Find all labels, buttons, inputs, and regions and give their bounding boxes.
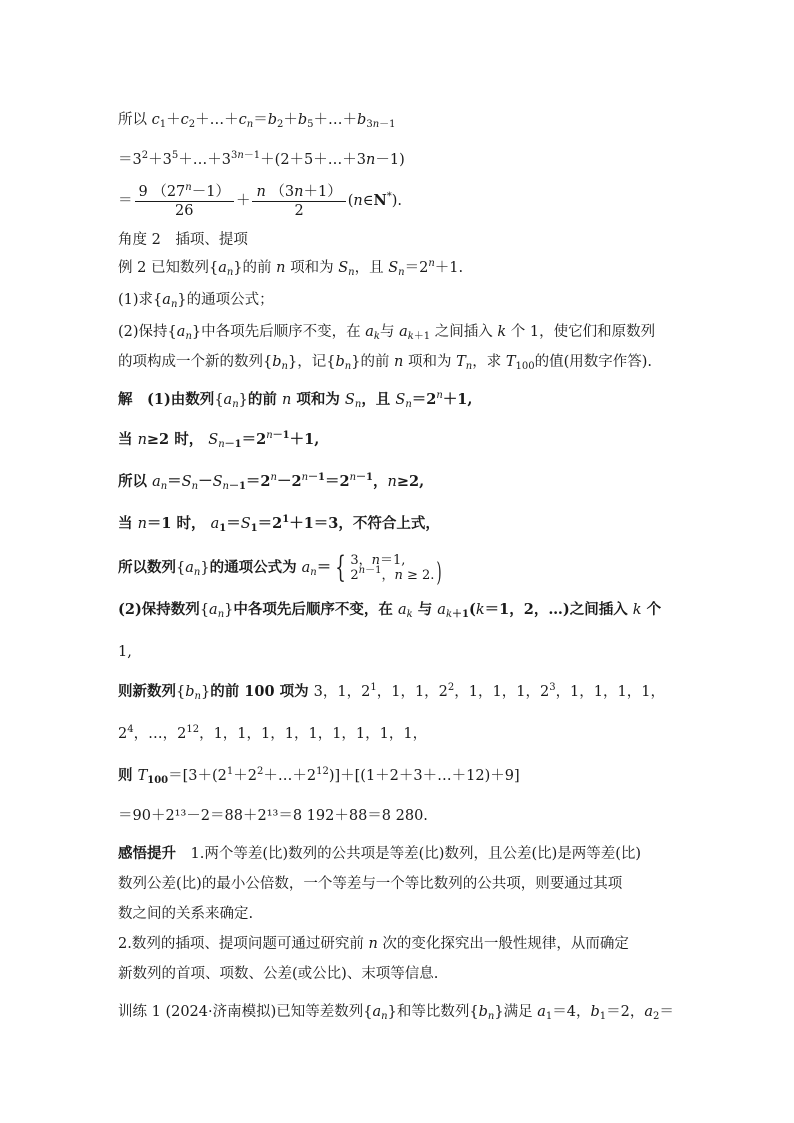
insight-label: 感悟提升 (118, 845, 176, 862)
solution-line-4: 当 n＝1 时， $a_1=S_1=2^1+1=3$，不符合上式， (118, 514, 440, 534)
question-2-line-1: (2)保持$\{a_n\}$中各项先后顺序不变，在 $a_k$与 $a_{k+1}$ 之间插入 k 个 1，使它们和原数列 (118, 324, 656, 342)
training-1-line: 训练 1 (2024·济南模拟)已知等差数列$\{a_n\}$和等比数列$\{b_n\}$满足 $a_1=4$，$b_1=2$，$a_2=$ (118, 1004, 674, 1022)
t100-line-1: 则 $T_{100}=[3+(2^1+2^2+\dots+2^{12})]+[(1+2+3+\dots+12)+9]$ (118, 766, 520, 786)
text-so: 所以 (118, 112, 152, 128)
training-source: (2024·济南模拟) (165, 1004, 277, 1020)
sum-line-3: ＝ $\frac{9 (27^n-1)}{26}$ ＋ $\frac{n (3n+1)}{2}$ (n∈N*). (118, 181, 403, 219)
new-sequence-line-2: $2^4$，…，$2^{12}$，1，1，1，1，1，1，1，1，1， (118, 724, 428, 742)
insight-line-3: 数之间的关系来确定. (118, 906, 254, 922)
solution-line-5: 所以数列$\{a_n\}$的通项公式为 $a_n=$ { 3，n＝1, $2^{n-1}$，n ≥ 2. ) (118, 550, 445, 586)
solution-line-2: 当 n≥2 时， $S_{n-1}=2^{n-1}+1$, (118, 430, 320, 450)
fraction-arithmetic: $\frac{n (3n+1)}{2}$ (252, 184, 345, 219)
solution-part-2-line-1: (2)保持数列$\{a_n\}$中各项先后顺序不变，在 $a_k$ 与 $a_{k+1}(k=1$，2，…)之间插入 k 个 (118, 601, 662, 620)
insight-line-5: 新数列的首项、项数、公差(或公比)、末项等信息. (118, 966, 439, 982)
question-1: (1)求$\{a_n\}$的通项公式； (118, 292, 274, 310)
sum-line-2: $=3^2+3^5+\dots+3^{3n-1}+(2+5+\dots+3n-1)$ (118, 150, 405, 168)
angle-2-heading: 角度 2 插项、提项 (118, 232, 248, 248)
sum-line-1: 所以 $c_1+c_2+\dots+c_n=b_2+b_5+\dots+b_{3n-1}$ (118, 112, 396, 130)
new-sequence-line-1: 则新数列$\{b_n\}$的前 100 项为 3，1，$2^1$，1，1，$2^2$，1，1，1，$2^3$，1，1，1，1， (118, 682, 665, 702)
piecewise-formula: { 3，n＝1, $2^{n-1}$，n ≥ 2. ) (335, 550, 443, 588)
t100-line-2: ＝90＋2¹³－2＝88＋2¹³＝8 192＋88＝8 280. (118, 808, 428, 824)
insight-line-4: 2.数列的插项、提项问题可通过研究前 n 次的变化探究出一般性规律，从而确定 (118, 936, 629, 952)
insight-line-2: 数列公差(比)的最小公倍数，一个等差与一个等比数列的公共项，则要通过其项 (118, 876, 623, 892)
solution-part-2-line-2: 1, (118, 644, 132, 660)
example-label: 例 2 (118, 260, 147, 276)
example-2-statement: 例 2 已知数列$\{a_n\}$的前 n 项和为 $S_n$，且 $S_n=2^n+1$. (118, 258, 464, 278)
solution-line-3: 所以 $a_n=S_n-S_{n-1}=2^n-2^{n-1}=2^{n-1}$，n≥2, (118, 472, 425, 492)
question-2-line-2: 的项构成一个新的数列$\{b_n\}$，记$\{b_n\}$的前 n 项和为 $T_n$，求 $T_{100}$的值(用数字作答). (118, 354, 653, 372)
insight-line-1: 感悟提升 1.两个等差(比)数列的公共项是等差(比)数列，且公差(比)是两等差(比) (118, 845, 642, 862)
solution-label: 解 (118, 391, 133, 408)
training-label: 训练 1 (118, 1004, 161, 1020)
fraction-geometric: $\frac{9 (27^n-1)}{26}$ (135, 184, 234, 219)
solution-line-1: 解 (1)由数列$\{a_n\}$的前 n 项和为 $S_n$，且 $S_n=2^n+1$, (118, 390, 473, 410)
